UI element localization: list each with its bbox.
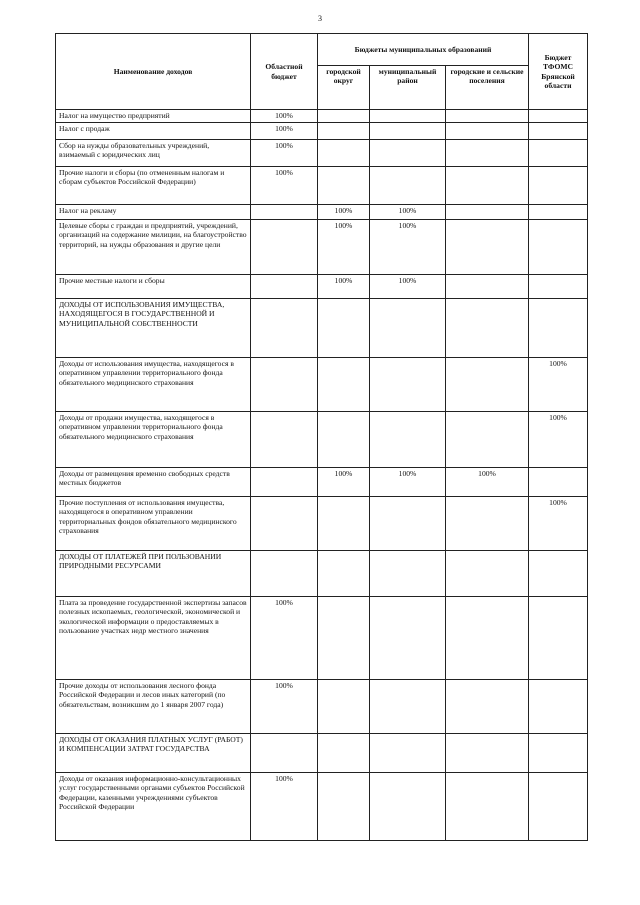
regional-cell	[251, 220, 318, 275]
settlements-cell	[446, 358, 529, 412]
header-settlements: городские и сельские поселения	[446, 66, 529, 110]
urban-cell	[318, 358, 370, 412]
regional-cell: 100%	[251, 140, 318, 167]
regional-cell	[251, 551, 318, 597]
district-cell	[370, 123, 446, 140]
urban-cell: 100%	[318, 205, 370, 220]
district-cell: 100%	[370, 275, 446, 299]
urban-cell	[318, 123, 370, 140]
table-row	[56, 412, 588, 468]
settlements-cell	[446, 680, 529, 734]
section-title: ДОХОДЫ ОТ ПЛАТЕЖЕЙ ПРИ ПОЛЬЗОВАНИИ ПРИРОДНЫМИ РЕСУРСАМИ	[56, 551, 251, 597]
header-urban-district: городской округ	[318, 66, 370, 110]
tfoms-cell	[529, 468, 588, 497]
tfoms-cell	[529, 205, 588, 220]
tfoms-cell	[529, 551, 588, 597]
income-name: Прочие местные налоги и сборы	[56, 275, 251, 299]
regional-cell	[251, 205, 318, 220]
tfoms-cell: 100%	[529, 358, 588, 412]
income-name: Плата за проведение государственной экспертизы запасов полезных ископаемых, геологической, экономической и экологической информации о предоставляемых в пользование участках недр местного значения	[56, 597, 251, 680]
tfoms-cell	[529, 140, 588, 167]
regional-cell: 100%	[251, 110, 318, 123]
tfoms-cell	[529, 275, 588, 299]
tfoms-cell	[529, 299, 588, 358]
district-cell	[370, 734, 446, 773]
income-name: Прочие поступления от использования имущества, находящегося в оперативном управлении территориальных фондов обязательного медицинского страхования	[56, 497, 251, 551]
urban-cell	[318, 167, 370, 205]
urban-cell	[318, 412, 370, 468]
settlements-cell	[446, 275, 529, 299]
income-name: Целевые сборы с граждан и предприятий, учреждений, организаций на содержание милиции, на благоустройство территорий, на нужды образования и другие цели	[56, 220, 251, 275]
table-row	[56, 140, 588, 167]
district-cell	[370, 167, 446, 205]
header-regional-budget: Областной бюджет	[251, 34, 318, 110]
income-name: Доходы от продажи имущества, находящегося в оперативном управлении территориального фонда обязательного медицинского страхования	[56, 412, 251, 468]
tfoms-cell	[529, 220, 588, 275]
income-name: Доходы от размещения временно свободных средств местных бюджетов	[56, 468, 251, 497]
regional-cell: 100%	[251, 597, 318, 680]
tfoms-cell	[529, 773, 588, 841]
regional-cell: 100%	[251, 680, 318, 734]
settlements-cell	[446, 167, 529, 205]
urban-cell	[318, 110, 370, 123]
settlements-cell	[446, 299, 529, 358]
tfoms-cell	[529, 597, 588, 680]
urban-cell	[318, 497, 370, 551]
tfoms-cell: 100%	[529, 497, 588, 551]
regional-cell	[251, 468, 318, 497]
district-cell: 100%	[370, 205, 446, 220]
tfoms-cell	[529, 680, 588, 734]
district-cell: 100%	[370, 468, 446, 497]
district-cell	[370, 140, 446, 167]
tfoms-cell	[529, 734, 588, 773]
settlements-cell	[446, 734, 529, 773]
district-cell	[370, 680, 446, 734]
tfoms-cell	[529, 123, 588, 140]
table-row	[56, 468, 588, 497]
tfoms-cell	[529, 167, 588, 205]
settlements-cell	[446, 597, 529, 680]
settlements-cell	[446, 412, 529, 468]
regional-cell	[251, 275, 318, 299]
table-row	[56, 205, 588, 220]
settlements-cell	[446, 140, 529, 167]
settlements-cell	[446, 123, 529, 140]
regional-cell	[251, 358, 318, 412]
header-income-name: Наименование доходов	[56, 34, 251, 110]
header-municipal-budgets: Бюджеты муниципальных образований	[318, 34, 529, 66]
income-name: Налог на имущество предприятий	[56, 110, 251, 123]
table-row	[56, 220, 588, 275]
district-cell	[370, 597, 446, 680]
income-name: Налог на рекламу	[56, 205, 251, 220]
section-row	[56, 299, 588, 358]
district-cell	[370, 358, 446, 412]
regional-cell: 100%	[251, 123, 318, 140]
settlements-cell	[446, 773, 529, 841]
table-row	[56, 123, 588, 140]
district-cell	[370, 110, 446, 123]
section-title: ДОХОДЫ ОТ ОКАЗАНИЯ ПЛАТНЫХ УСЛУГ (РАБОТ) И КОМПЕНСАЦИИ ЗАТРАТ ГОСУДАРСТВА	[56, 734, 251, 773]
section-row	[56, 551, 588, 597]
settlements-cell	[446, 205, 529, 220]
table-row	[56, 773, 588, 841]
district-cell	[370, 497, 446, 551]
income-name: Налог с продаж	[56, 123, 251, 140]
header-tfoms-budget: Бюджет ТФОМС Брянской области	[529, 34, 588, 110]
table-row	[56, 167, 588, 205]
settlements-cell	[446, 110, 529, 123]
urban-cell	[318, 734, 370, 773]
urban-cell	[318, 299, 370, 358]
table-row	[56, 597, 588, 680]
urban-cell	[318, 551, 370, 597]
section-row	[56, 734, 588, 773]
regional-cell	[251, 734, 318, 773]
district-cell: 100%	[370, 220, 446, 275]
urban-cell: 100%	[318, 275, 370, 299]
income-distribution-table	[55, 33, 588, 841]
page-number: 3	[318, 14, 322, 23]
table-row	[56, 358, 588, 412]
income-name: Сбор на нужды образовательных учреждений, взимаемый с юридических лиц	[56, 140, 251, 167]
income-name: Прочие доходы от использования лесного фонда Российской Федерации и лесов иных категорий (по обязательствам, возникшим до 1 января 2007 года)	[56, 680, 251, 734]
settlements-cell: 100%	[446, 468, 529, 497]
regional-cell: 100%	[251, 167, 318, 205]
urban-cell: 100%	[318, 468, 370, 497]
tfoms-cell	[529, 110, 588, 123]
header-municipal-district: муниципальный район	[370, 66, 446, 110]
table-row	[56, 110, 588, 123]
table-row	[56, 275, 588, 299]
settlements-cell	[446, 497, 529, 551]
urban-cell	[318, 597, 370, 680]
regional-cell: 100%	[251, 773, 318, 841]
income-name: Доходы от использования имущества, находящегося в оперативном управлении территориального фонда обязательного медицинского страхования	[56, 358, 251, 412]
urban-cell: 100%	[318, 220, 370, 275]
urban-cell	[318, 140, 370, 167]
district-cell	[370, 773, 446, 841]
district-cell	[370, 412, 446, 468]
income-name: Прочие налоги и сборы (по отмененным налогам и сборам субъектов Российской Федерации)	[56, 167, 251, 205]
regional-cell	[251, 412, 318, 468]
urban-cell	[318, 773, 370, 841]
district-cell	[370, 551, 446, 597]
table-row	[56, 497, 588, 551]
regional-cell	[251, 497, 318, 551]
income-name: Доходы от оказания информационно-консультационных услуг государственными органами субъектов Российской Федерации, казенными учреждениями субъектов Российской Федерации	[56, 773, 251, 841]
urban-cell	[318, 680, 370, 734]
section-title: ДОХОДЫ ОТ ИСПОЛЬЗОВАНИЯ ИМУЩЕСТВА, НАХОДЯЩЕГОСЯ В ГОСУДАРСТВЕННОЙ И МУНИЦИПАЛЬНОЙ СОБСТВЕННОСТИ	[56, 299, 251, 358]
settlements-cell	[446, 220, 529, 275]
district-cell	[370, 299, 446, 358]
table-row	[56, 680, 588, 734]
settlements-cell	[446, 551, 529, 597]
tfoms-cell: 100%	[529, 412, 588, 468]
regional-cell	[251, 299, 318, 358]
